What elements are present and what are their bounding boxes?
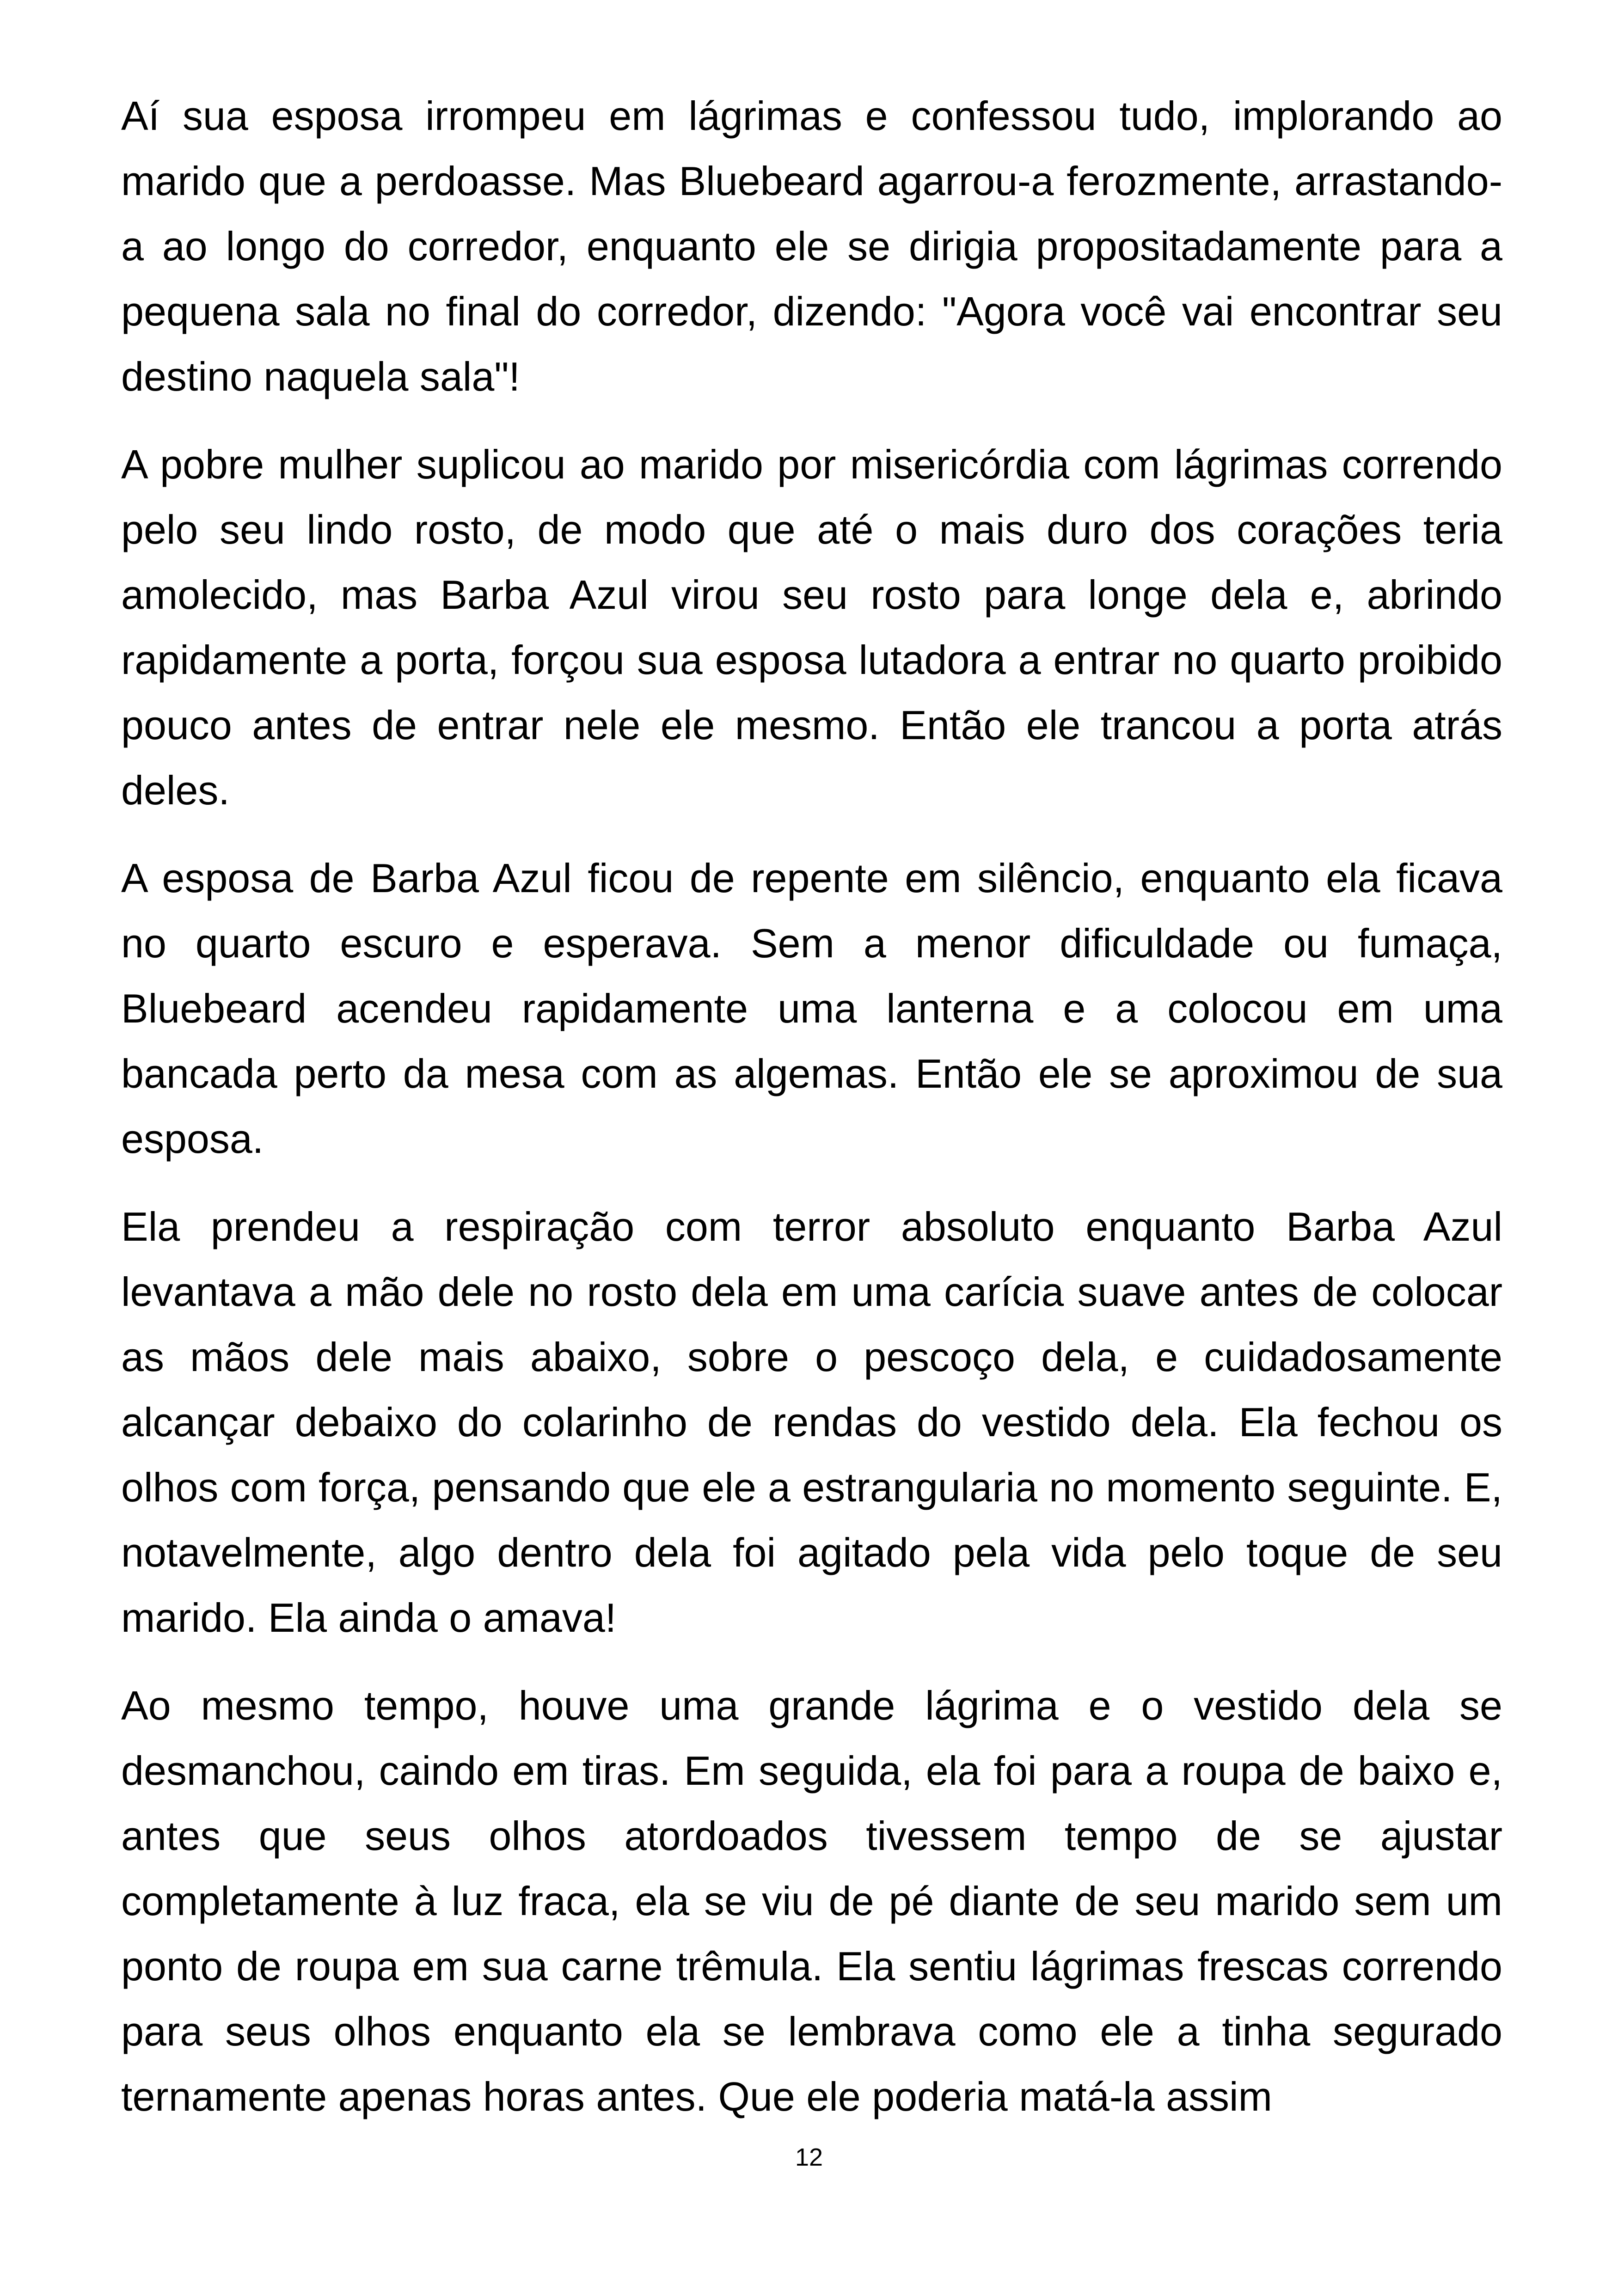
paragraph-2: A pobre mulher suplicou ao marido por misericórdia com lágrimas correndo pelo seu lindo rosto, de modo que até o mais duro dos corações teria amolecido, mas Barba Azul virou seu rosto para longe dela e, abrindo rapidamente a porta, forçou sua esposa lutadora a entrar no quarto proibido pouco antes de entrar nele ele mesmo. Então ele trancou a porta atrás deles.: [121, 441, 1502, 813]
paragraph-1: Aí sua esposa irrompeu em lágrimas e confessou tudo, implorando ao marido que a perdoasse. Mas Bluebeard agarrou-a ferozmente, arrastando-a ao longo do corredor, enquanto ele se dirigia propositadamente para a pequena sala no final do corredor, dizendo: "Agora você vai encontrar seu destino naquela sala"!: [121, 93, 1502, 399]
paragraph-3: A esposa de Barba Azul ficou de repente em silêncio, enquanto ela ficava no quarto escuro e esperava. Sem a menor dificuldade ou fumaça, Bluebeard acendeu rapidamente uma lanterna e a colocou em uma bancada perto da mesa com as algemas. Então ele se aproximou de sua esposa.: [121, 855, 1502, 1162]
body-text: [121, 83, 1502, 2152]
paragraph-5: Ao mesmo tempo, houve uma grande lágrima e o vestido dela se desmanchou, caindo em tiras. Em seguida, ela foi para a roupa de baixo e, antes que seus olhos atordoados tivessem tempo de se ajustar completamente à luz fraca, ela se viu de pé diante de seu marido sem um ponto de roupa em sua carne trêmula. Ela sentiu lágrimas frescas correndo para seus olhos enquanto ela se lembrava como ele a tinha segurado ternamente apenas horas antes. Que ele poderia matá-la assim: [121, 1683, 1502, 2119]
page-number: 12: [795, 2143, 823, 2171]
paragraph-4: Ela prendeu a respiração com terror absoluto enquanto Barba Azul levantava a mão dele no rosto dela em uma carícia suave antes de colocar as mãos dele mais abaixo, sobre o pescoço dela, e cuidadosamente alcançar debaixo do colarinho de rendas do vestido dela. Ela fechou os olhos com força, pensando que ele a estrangularia no momento seguinte. E, notavelmente, algo dentro dela foi agitado pela vida pelo toque de seu marido. Ela ainda o amava!: [121, 1204, 1502, 1641]
